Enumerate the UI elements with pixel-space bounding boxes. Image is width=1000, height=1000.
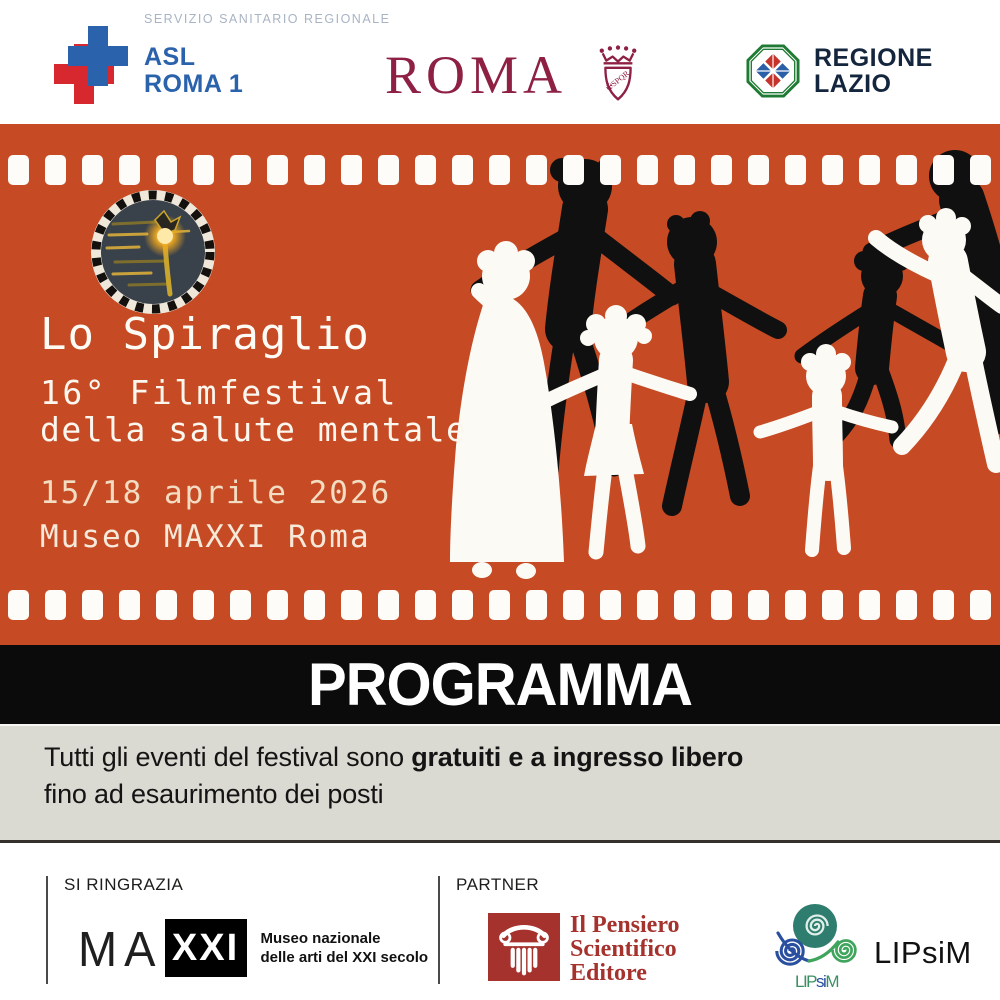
- regione-lazio-emblem-icon: [746, 44, 800, 98]
- spiraglio-festival-logo-icon: [89, 188, 217, 316]
- lipsim-spirals-icon: [762, 893, 868, 993]
- thanks-divider: [46, 876, 48, 984]
- lipsim-wordmark: LIPsiM: [874, 935, 972, 970]
- maxxi-caption-line2: delle arti del XXI secolo: [260, 949, 429, 966]
- roma-logo: [385, 45, 645, 106]
- film-sprockets-bottom: [0, 590, 1000, 620]
- festival-subtitle: della salute mentale: [40, 410, 468, 449]
- pensiero-scientifico-logo: [488, 913, 680, 985]
- notice-line1: Tutti gli eventi del festival sono gratuiti e a ingresso libero: [44, 742, 744, 772]
- asl-name-line1: ASL: [144, 43, 196, 71]
- festival-venue: Museo MAXXI Roma: [40, 519, 371, 555]
- pensiero-line2: Scientifico: [570, 936, 677, 962]
- festival-dates: 15/18 aprile 2026: [40, 475, 392, 511]
- pensiero-column-icon: [488, 913, 560, 981]
- asl-cross-icon: [52, 20, 132, 112]
- maxxi-ma-letters: MA: [78, 920, 163, 976]
- partner-divider: [438, 876, 440, 984]
- regione-lazio-logo: [746, 44, 933, 98]
- sponsor-header: [0, 0, 1000, 124]
- asl-roma1-logo: [52, 10, 390, 112]
- regione-name-line2: LAZIO: [814, 70, 892, 98]
- lipsim-logo-text: LIPsiM: [795, 972, 838, 991]
- film-sprockets-top: [0, 155, 1000, 185]
- partners-footer: [0, 843, 1000, 1000]
- asl-name-line2: ROMA 1: [144, 70, 244, 98]
- notice-line2: fino ad esaurimento dei posti: [44, 779, 384, 809]
- maxxi-caption-line1: Museo nazionale: [260, 930, 381, 947]
- partner-label: PARTNER: [456, 875, 540, 894]
- programma-band: [0, 645, 1000, 724]
- pensiero-line3: Editore: [570, 960, 647, 986]
- svg-text:✠SPQR: ✠SPQR: [604, 68, 632, 93]
- maxxi-logo: [78, 919, 428, 977]
- free-entry-notice: [0, 724, 1000, 843]
- filmstrip-banner: [0, 124, 1000, 645]
- pensiero-line1: Il Pensiero: [570, 912, 680, 938]
- thanks-label: SI RINGRAZIA: [64, 875, 184, 894]
- festival-edition: 16° Filmfestival: [40, 373, 398, 412]
- regione-name-line1: REGIONE: [814, 44, 933, 72]
- roma-crest-icon: [591, 44, 645, 106]
- asl-supertitle: SERVIZIO SANITARIO REGIONALE: [144, 12, 391, 26]
- festival-title: Lo Spiraglio: [40, 309, 370, 360]
- maxxi-xxi-box: XXI: [165, 919, 247, 977]
- roma-wordmark: ROMA: [385, 45, 568, 105]
- programma-title: PROGRAMMA: [307, 650, 693, 719]
- lipsim-logo: [762, 893, 972, 998]
